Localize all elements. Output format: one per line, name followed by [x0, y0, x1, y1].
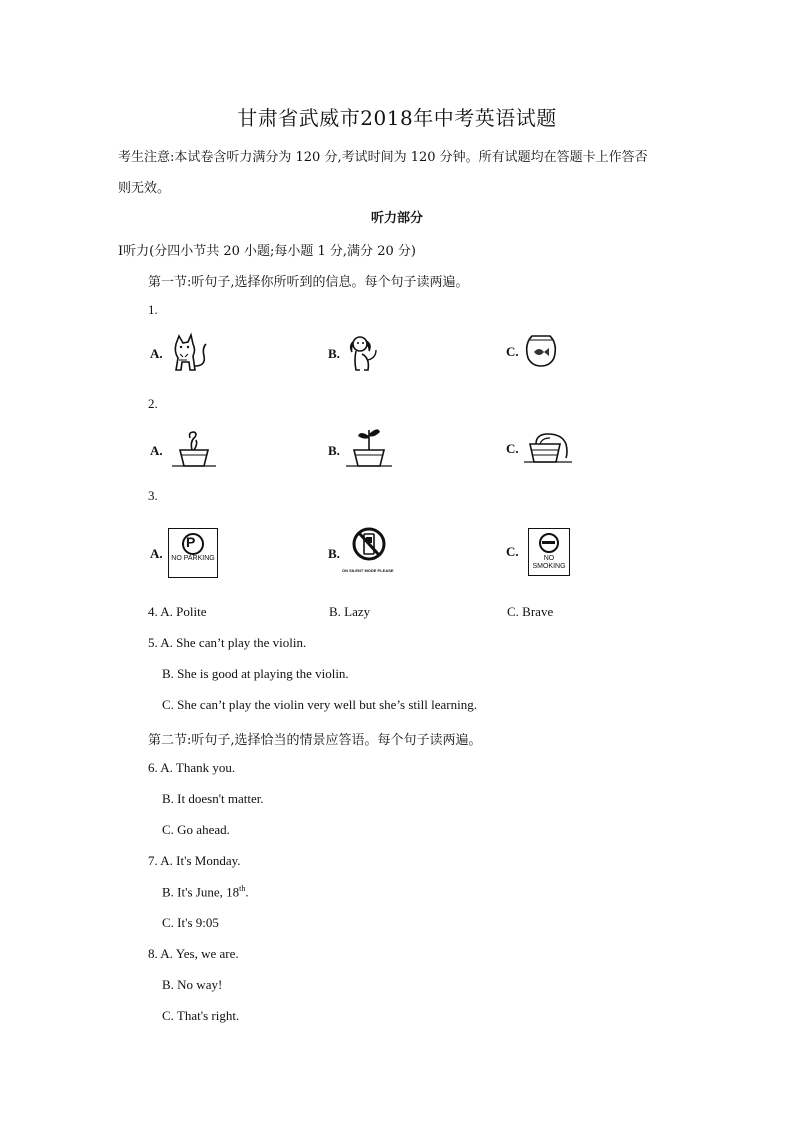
silent-mode-sign-icon: [350, 526, 388, 566]
page-title: 甘肃省武威市2018年中考英语试题: [237, 106, 557, 130]
q8-option-c: C. That's right.: [162, 1008, 240, 1023]
q3-option-c-letter: C.: [506, 544, 519, 559]
q1-option-b-letter: B.: [328, 346, 340, 361]
no-parking-sign-icon: [168, 528, 218, 578]
notice-line-1: 考生注意:本试卷含听力满分为 120 分,考试时间为 120 分钟。所有试题均在答题卡上作答否: [118, 150, 648, 165]
sub2-heading: 第二节:听句子,选择恰当的情景应答语。每个句子读两遍。: [148, 733, 482, 748]
q8-option-b: B. No way!: [162, 977, 223, 992]
q1-option-a-letter: A.: [150, 346, 163, 361]
q7-option-a: 7. A. It's Monday.: [148, 853, 241, 868]
q5-option-a: 5. A. She can’t play the violin.: [148, 635, 307, 650]
q7-option-b-sup: th: [239, 884, 246, 893]
no-smoking-caption: NO SMOKING: [532, 555, 566, 570]
q2-option-a-letter: A.: [150, 443, 163, 458]
q4-option-b: B. Lazy: [329, 604, 371, 619]
q1-number: 1.: [148, 302, 158, 317]
q5-option-c: C. She can’t play the violin very well but she’s still learning.: [162, 697, 477, 712]
q8-option-a: 8. A. Yes, we are.: [148, 946, 239, 961]
no-parking-symbol: P: [186, 534, 196, 550]
silent-mode-caption: ON SILENT MODE PLEASE: [342, 568, 394, 573]
q7-option-b: [162, 884, 249, 900]
q7-option-b-text: B. It's June, 18: [162, 884, 240, 900]
pot-wilted-icon: [522, 428, 574, 468]
q3-option-b-letter: B.: [328, 546, 340, 561]
q6-option-a: 6. A. Thank you.: [148, 760, 236, 775]
q1-option-c-letter: C.: [506, 344, 519, 359]
cat-icon: [168, 332, 212, 376]
notice-line-2: 则无效。: [118, 181, 171, 196]
q3-number: 3.: [148, 488, 158, 503]
q4-option-c: C. Brave: [507, 604, 554, 619]
q7-option-c: C. It's 9:05: [162, 915, 219, 930]
q7-option-b-end: .: [245, 884, 249, 900]
pot-sprout-icon: [168, 428, 218, 470]
q5-option-b: B. She is good at playing the violin.: [162, 666, 349, 681]
fishbowl-icon: [524, 332, 558, 368]
q2-option-c-letter: C.: [506, 441, 519, 456]
dog-icon: [346, 334, 380, 376]
part1-heading: I听力(分四小节共 20 小题;每小题 1 分,满分 20 分): [118, 244, 416, 259]
no-smoking-sign-icon: [528, 528, 570, 576]
sub1-heading: 第一节:听句子,选择你所听到的信息。每个句子读两遍。: [148, 275, 469, 290]
pot-plant-icon: [344, 422, 394, 470]
q2-number: 2.: [148, 396, 158, 411]
q4-option-a: 4. A. Polite: [148, 604, 207, 619]
q6-option-c: C. Go ahead.: [162, 822, 230, 837]
q2-option-b-letter: B.: [328, 443, 340, 458]
section-title: 听力部分: [370, 211, 423, 226]
q6-option-b: B. It doesn't matter.: [162, 791, 264, 806]
q3-option-a-letter: A.: [150, 546, 163, 561]
no-parking-caption: NO PARKING: [171, 555, 215, 562]
